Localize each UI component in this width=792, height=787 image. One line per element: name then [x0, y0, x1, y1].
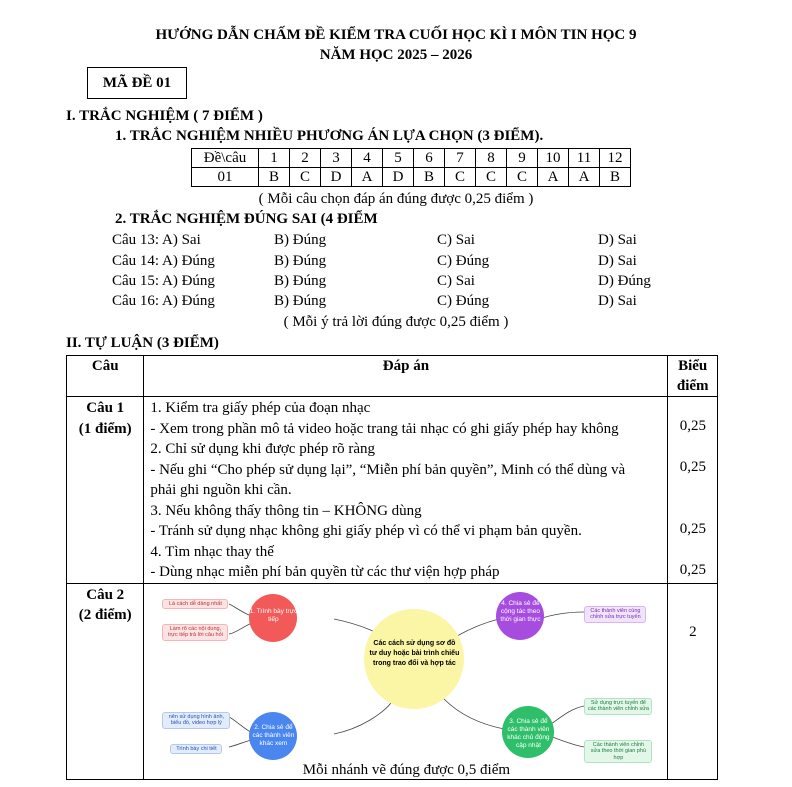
- tf-row: [0, 273, 792, 293]
- doc-title-line2: NĂM HỌC 2025 – 2026: [319, 47, 473, 63]
- q1-score: 0,25: [679, 459, 707, 475]
- connector-b3: [444, 699, 504, 729]
- q1-score: 0,25: [679, 418, 707, 434]
- tf-row: [0, 293, 792, 313]
- mc-question-row: [192, 149, 631, 168]
- tf-cell: Câu 16: A) Đúng: [112, 293, 215, 309]
- tf-note: ( Mỗi ý trả lời đúng được 0,25 điểm ): [283, 314, 509, 330]
- col-answer-header: Đáp án: [144, 356, 668, 397]
- tf-cell: Câu 14: A) Đúng: [112, 253, 215, 269]
- mc-q-cell: 3: [321, 149, 352, 168]
- tf-cell: D) Sai: [598, 253, 637, 269]
- col-question-header: Câu: [67, 356, 144, 397]
- tf-row: [0, 253, 792, 273]
- q1-label-cell: [67, 397, 144, 584]
- branch-2-tag: Trình bày chi tiết: [170, 744, 222, 755]
- exam-code-box: MÃ ĐỀ 01: [87, 67, 187, 99]
- mc-answer-cell: B: [414, 168, 445, 187]
- part1-heading: I. TRẮC NGHIỆM ( 7 ĐIỂM ): [66, 108, 263, 124]
- branch-1-tag: Làm rõ các nội dung, trực tiếp trả lời câu hỏi: [162, 624, 228, 641]
- branch-2-tag: nên sử dụng hình ảnh, biểu đồ, video hợp lý: [162, 712, 230, 729]
- q2-label-cell: [67, 583, 144, 779]
- mc-answer-cell: D: [383, 168, 414, 187]
- q1-score: 0,25: [679, 562, 707, 578]
- essay-row-q1: [67, 397, 718, 584]
- mc-answer-cell: A: [538, 168, 569, 187]
- branch-1-text: 1. Trình bày trực tiếp: [249, 607, 298, 623]
- q1-answer-line: - Tránh sử dụng nhạc không ghi giấy phép vì có thể vi phạm bản quyền.: [150, 523, 582, 539]
- tf-cell: D) Sai: [598, 232, 637, 248]
- branch-2-text: 2. Chia sẻ để các thành viên khác xem: [252, 723, 295, 747]
- mc-row-label: 01: [192, 168, 259, 187]
- part2-heading: II. TỰ LUẬN (3 ĐIỂM): [66, 335, 219, 351]
- mc-q-cell: 1: [259, 149, 290, 168]
- essay-row-q2: [67, 583, 718, 779]
- q2-points: (2 điểm): [78, 607, 132, 623]
- tf-cell: C) Sai: [437, 273, 475, 289]
- mc-answer-cell: B: [600, 168, 631, 187]
- col-score-header-line1: Biểu: [678, 358, 708, 374]
- tf-row: [0, 232, 792, 252]
- branch-3-tag: Các thành viên chỉnh sửa theo thời gian phù hợp: [584, 740, 652, 764]
- branch-4-tag: Các thành viên cùng chỉnh sửa trực tuyến: [584, 606, 646, 623]
- mc-q-cell: 7: [445, 149, 476, 168]
- mc-q-cell: 11: [569, 149, 600, 168]
- q2-caption: Mỗi nhánh vẽ đúng được 0,5 điểm: [302, 761, 511, 778]
- q1-answer-line: phải ghi nguồn khi cần.: [150, 482, 292, 498]
- essay-header-row: [67, 356, 718, 397]
- mc-q-cell: 12: [600, 149, 631, 168]
- mc-answer-cell: D: [321, 168, 352, 187]
- tf-cell: Câu 15: A) Đúng: [112, 273, 215, 289]
- mc-answer-cell: C: [445, 168, 476, 187]
- doc-title-line1: HƯỚNG DẪN CHẤM ĐỀ KIỂM TRA CUỐI HỌC KÌ I MÔN TIN HỌC 9: [155, 27, 637, 43]
- mindmap: [144, 584, 668, 780]
- tf-cell: B) Đúng: [274, 293, 327, 309]
- col-score-header: [668, 356, 718, 397]
- mc-answer-cell: A: [569, 168, 600, 187]
- tf-cell: D) Đúng: [598, 273, 651, 289]
- q2-score-cell: [668, 583, 718, 779]
- mc-answer-cell: C: [507, 168, 538, 187]
- mc-answer-row: [192, 168, 631, 187]
- connector-b4-t1: [539, 612, 584, 619]
- branch-4-text: 4. Chia sẻ để cộng tác theo thời gian thực: [500, 599, 541, 623]
- mc-heading: 1. TRẮC NGHIỆM NHIỀU PHƯƠNG ÁN LỰA CHỌN (3 ĐIỂM).: [115, 128, 544, 144]
- q2-label: Câu 2: [86, 586, 125, 603]
- q1-answer-line: - Dùng nhạc miễn phí bản quyền từ các thư viện hợp pháp: [150, 564, 500, 580]
- q1-answer-cell: [144, 397, 668, 584]
- tf-cell: C) Sai: [437, 232, 475, 248]
- connector-b2: [334, 699, 394, 734]
- branch-3-text: 3. Chia sẻ để các thành viên khác chủ động cập nhật: [507, 717, 550, 749]
- q1-answer-line: 2. Chỉ sử dụng khi được phép rõ ràng: [150, 441, 376, 457]
- tf-cell: C) Đúng: [437, 293, 490, 309]
- mc-q-cell: 10: [538, 149, 569, 168]
- mc-q-cell: 2: [290, 149, 321, 168]
- tf-cell: B) Đúng: [274, 232, 327, 248]
- mindmap-center-text: Các cách sử dụng sơ đồ tư duy hoặc bài trình chiếu trong trao đổi và hợp tác: [369, 639, 460, 667]
- essay-table: [66, 355, 718, 780]
- mc-header-label: Đề\câu: [192, 149, 259, 168]
- q1-answer-line: - Nếu ghi “Cho phép sử dụng lại”, “Miễn phí bản quyền”, Minh có thể dùng và: [150, 461, 626, 478]
- tf-cell: C) Đúng: [437, 253, 490, 269]
- tf-cell: Câu 13: A) Sai: [112, 232, 201, 248]
- mc-answer-cell: C: [290, 168, 321, 187]
- mc-q-cell: 5: [383, 149, 414, 168]
- mc-q-cell: 9: [507, 149, 538, 168]
- col-score-header-line2: điểm: [676, 378, 709, 394]
- mc-note: ( Mỗi câu chọn đáp án đúng được 0,25 điểm ): [258, 191, 534, 207]
- mc-answer-cell: A: [352, 168, 383, 187]
- q2-score: 2: [689, 623, 697, 640]
- q1-answer-line: - Xem trong phần mô tả video hoặc trang tải nhạc có ghi giấy phép hay không: [150, 420, 619, 437]
- mc-q-cell: 6: [414, 149, 445, 168]
- q1-answer-line: 4. Tìm nhạc thay thế: [150, 543, 274, 560]
- q1-answer-line: 1. Kiểm tra giấy phép của đoạn nhạc: [150, 400, 371, 416]
- q1-score-cell: [668, 397, 718, 584]
- mc-q-cell: 8: [476, 149, 507, 168]
- q1-score: 0,25: [679, 521, 707, 537]
- branch-1-tag: Là cách dễ dàng nhất: [162, 599, 228, 610]
- mc-q-cell: 4: [352, 149, 383, 168]
- tf-cell: B) Đúng: [274, 253, 327, 269]
- mc-answer-cell: B: [259, 168, 290, 187]
- branch-3-tag: Sử dụng trực tuyến để các thành viên chỉnh sửa: [584, 698, 652, 715]
- tf-cell: D) Sai: [598, 293, 637, 309]
- q1-label: Câu 1: [86, 400, 125, 416]
- q1-answer-line: 3. Nếu không thấy thông tin – KHÔNG dùng: [150, 502, 422, 519]
- tf-heading: 2. TRẮC NGHIỆM ĐÚNG SAI (4 ĐIỂM: [115, 211, 378, 227]
- mc-answer-table: [191, 148, 631, 187]
- q1-points: (1 điểm): [78, 420, 132, 437]
- mc-answer-cell: C: [476, 168, 507, 187]
- tf-cell: B) Đúng: [274, 273, 327, 289]
- q2-answer-cell: [144, 583, 668, 779]
